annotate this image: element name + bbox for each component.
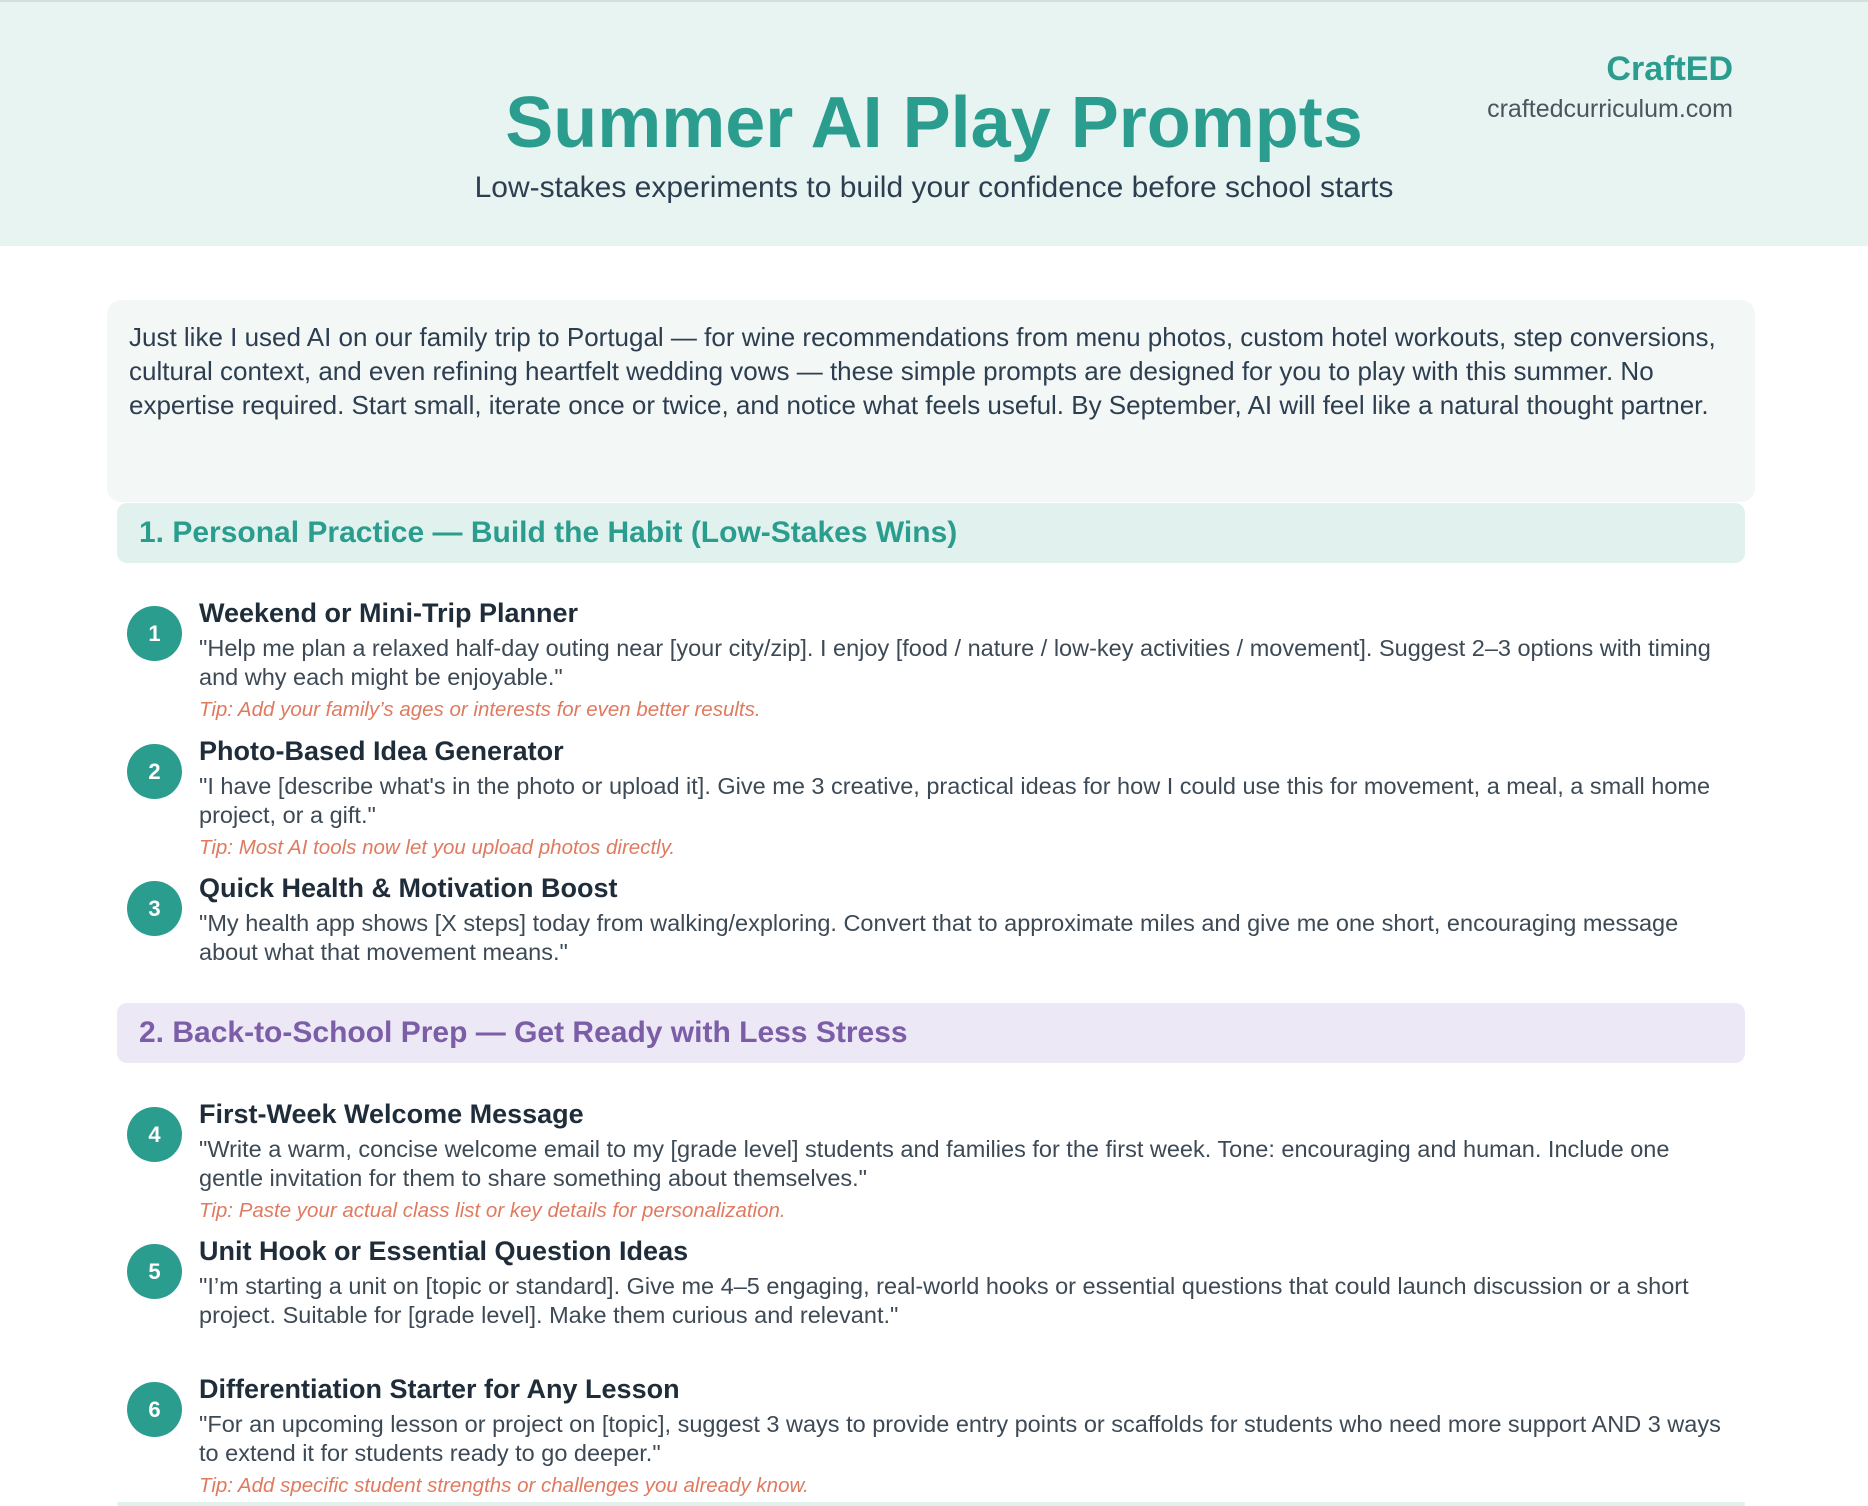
number-badge: 3 [127,881,182,936]
page-header [0,0,1868,246]
number-badge: 1 [127,606,182,661]
prompt-title: First-Week Welcome Message [199,1099,584,1129]
prompt-text: "I’m starting a unit on [topic or standard]. Give me 4–5 engaging, real-world hooks or essential questions that could launch discussion or a short project. Suitable for [grade level]. Make them curious and relevant." [199,1273,1689,1328]
prompt-text: "Help me plan a relaxed half-day outing near [your city/zip]. I enjoy [food / nature / low-key activities / movement]. Suggest 2–3 options with timing and why each might be enjoyable." [199,635,1711,690]
prompt-text: "I have [describe what's in the photo or upload it]. Give me 3 creative, practical ideas for how I could use this for movement, a meal, a small home project, or a gift." [199,773,1711,828]
section-heading-personal-practice: 1. Personal Practice — Build the Habit (Low-Stakes Wins) [117,503,1745,563]
next-section-edge [117,1502,1745,1506]
intro-box: Just like I used AI on our family trip to Portugal — for wine recommendations from menu photos, custom hotel workouts, step conversions, cultural context, and even refining heartfelt wedding vows — these simple prompts are designed for you to play with this summer. No expertise required. Start small, iterate once or twice, and notice what feels useful. By September, AI will feel like a natural thought partner. [107,300,1755,502]
prompt-tip: Tip: Most AI tools now let you upload photos directly. [199,836,676,859]
prompt-text: "Write a warm, concise welcome email to my [grade level] students and families for the first week. Tone: encouraging and human. Include one gentle invitation for them to share something about themselves." [199,1136,1670,1191]
number-badge: 2 [127,744,182,799]
brand-url: craftedcurriculum.com [1487,95,1733,123]
page-subtitle: Low-stakes experiments to build your confidence before school starts [474,171,1394,204]
prompt-text: "My health app shows [X steps] today from walking/exploring. Convert that to approximate miles and give me one short, encouraging message about what that movement means." [199,910,1679,965]
section-heading-back-to-school: 2. Back-to-School Prep — Get Ready with Less Stress [117,1003,1745,1063]
brand-block [1487,48,1733,126]
number-badge: 6 [127,1382,182,1437]
prompt-title: Quick Health & Motivation Boost [199,873,618,903]
prompt-text: "For an upcoming lesson or project on [topic], suggest 3 ways to provide entry points or scaffolds for students who need more support AND 3 ways to extend it for students ready to go deeper." [199,1411,1721,1466]
prompt-tip: Tip: Add your family’s ages or interests for even better results. [199,698,761,721]
page-title: Summer AI Play Prompts [505,83,1363,163]
prompt-title: Photo-Based Idea Generator [199,736,564,766]
prompt-tip: Tip: Add specific student strengths or challenges you already know. [199,1474,809,1497]
number-badge: 4 [127,1107,182,1162]
number-badge: 5 [127,1244,182,1299]
brand-name: CraftED [1606,50,1733,88]
prompt-title: Differentiation Starter for Any Lesson [199,1374,680,1404]
prompt-tip: Tip: Paste your actual class list or key details for personalization. [199,1199,786,1222]
prompt-title: Weekend or Mini-Trip Planner [199,598,579,628]
prompt-title: Unit Hook or Essential Question Ideas [199,1236,689,1266]
